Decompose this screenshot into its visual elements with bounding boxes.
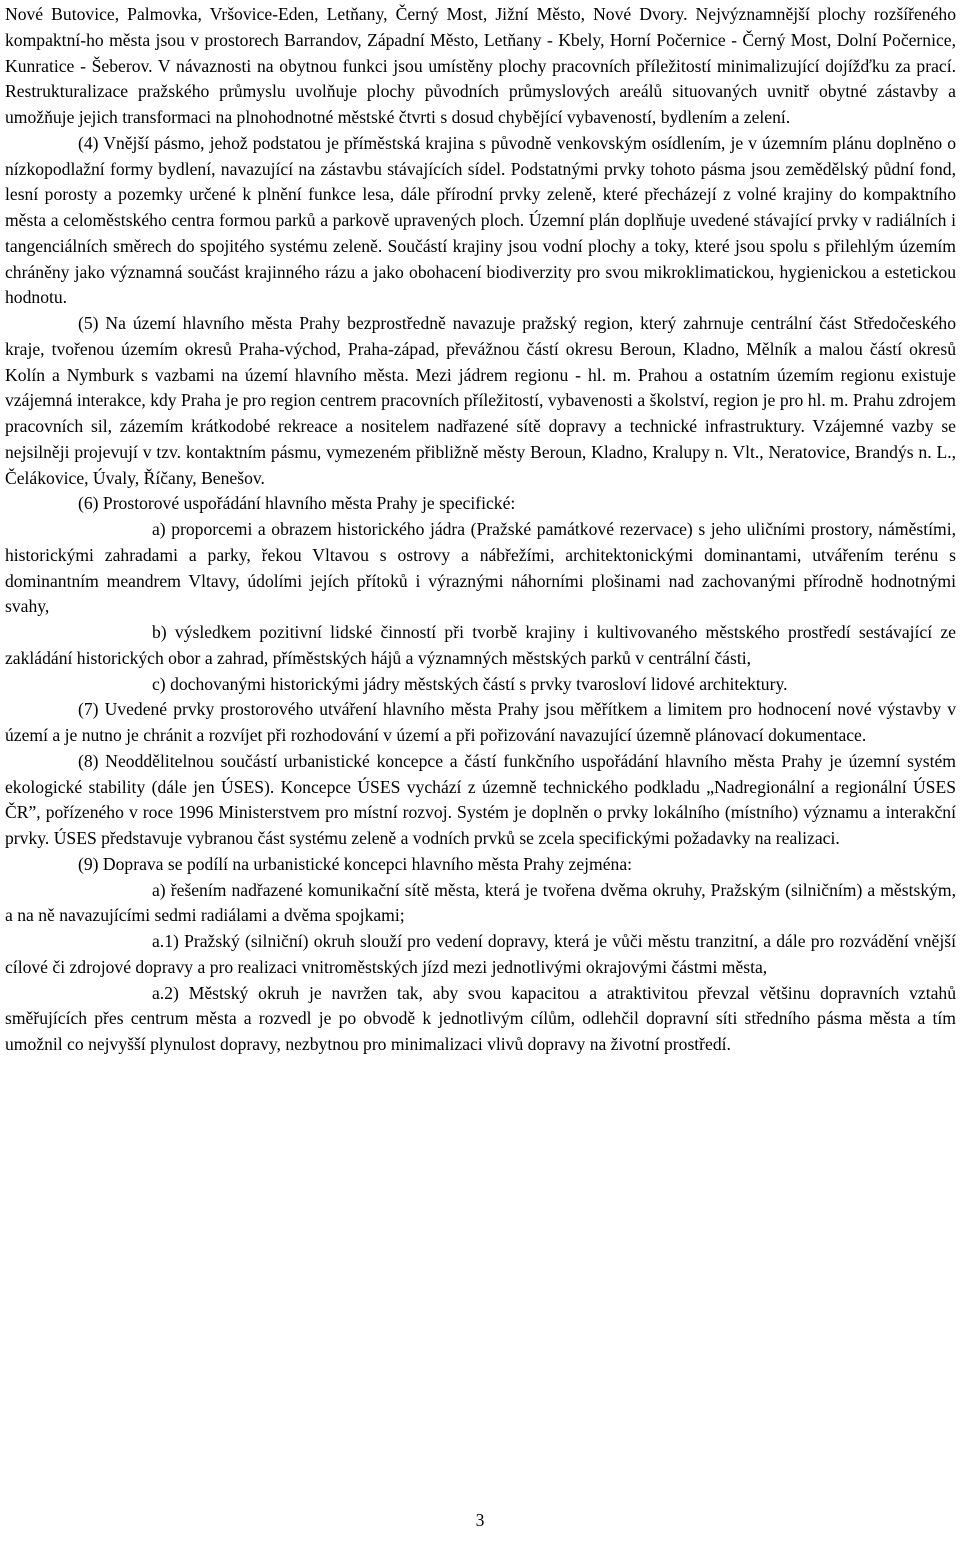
paragraph-4: (4) Vnější pásmo, jehož podstatou je příměstská krajina s původně venkovským osídlením, je v územním plánu doplněno o nízkopodlažní formy bydlení, navazující na zástavbu stávajících sídel. Podstatnými prvky tohoto pásma jsou zemědělský půdní fond, lesní porosty a pozemky určené k plnění funkce lesa, dále přírodní prvky zeleně, které přecházejí z volné krajiny do kompaktního města a celoměstského centra formou parků a parkově upravených ploch. Územní plán doplňuje uvedené stávající prvky v radiálních i tangenciálních směrech do spojitého systému zeleně. Součástí krajiny jsou vodní plochy a toky, které jsou spolu s přilehlým územím chráněny jako významná součást krajinného rázu a jako obohacení biodiverzity pro svou mikroklimatickou, hygienickou a estetickou hodnotu. — [5, 132, 956, 308]
paragraph-8: (8) Neoddělitelnou součástí urbanistické koncepce a částí funkčního uspořádání hlavního města Prahy je územní systém ekologické stability (dále jen ÚSES). Koncepce ÚSES vychází z územně technického podkladu „Nadregionální a regionální ÚSES ČR”, pořízeného v roce 1996 Ministerstvem pro místní rozvoj. Systém je doplněn o prvky lokálního (místního) významu a interakční prvky. ÚSES představuje vybranou část systému zeleně a vodních prvků se zcela specifickými požadavky na realizaci. — [5, 750, 956, 848]
paragraph-9a1: a.1) Pražský (silniční) okruh slouží pro vedení dopravy, která je vůči městu tranzitní, a dále pro rozvádění vnější cílové či zdrojové dopravy a pro realizaci vnitroměstských jízd mezi jednotlivými okrajovými částmi města, — [5, 931, 956, 977]
paragraph-9: (9) Doprava se podílí na urbanistické koncepci hlavního města Prahy zejména: — [78, 853, 633, 874]
paragraph-6: (6) Prostorové uspořádání hlavního města Prahy je specifické: — [78, 493, 516, 514]
paragraph-6b: b) výsledkem pozitivní lidské činností při tvorbě krajiny i kultivovaného městského prostředí sestávající ze zakládání historických obor a zahrad, příměstských hájů a významných městských parků v centrální části, — [5, 622, 956, 668]
paragraph-9a2: a.2) Městský okruh je navržen tak, aby svou kapacitou a atraktivitou převzal většinu dopravních vztahů směřujících přes centrum města a rozvedl je po obvodě k jednotlivým cílům, odlehčil dopravní síti středního pásma města a tím umožnil co nejvyšší plynulost dopravy, nezbytnou pro minimalizaci vlivů dopravy na životní prostředí. — [5, 982, 956, 1054]
document-page — [5, 2, 956, 1058]
paragraph-7: (7) Uvedené prvky prostorového utváření hlavního města Prahy jsou měřítkem a limitem pro hodnocení nové výstavby v území a je nutno je chránit a rozvíjet při rozhodování v území a při pořizování navazující územně plánovací dokumentace. — [5, 699, 956, 745]
paragraph-9a: a) řešením nadřazené komunikační sítě města, která je tvořena dvěma okruhy, Pražským (silničním) a městským, a na ně navazujícími sedmi radiálami a dvěma spojkami; — [5, 879, 956, 926]
paragraph-6c: c) dochovanými historickými jádry městských částí s prvky tvarosloví lidové architektury. — [152, 673, 788, 694]
paragraph-5: (5) Na území hlavního města Prahy bezprostředně navazuje pražský region, který zahrnuje centrální část Středočeského kraje, tvořenou územím okresů Praha-východ, Praha-západ, převážnou částí okresu Beroun, Kladno, Mělník a malou částí okresů Kolín a Nymburk s vazbami na území hlavního města. Mezi jádrem regionu - hl. m. Prahou a ostatním územím regionu existuje vzájemná interakce, kdy Praha je pro region centrem pracovních příležitostí, vybavenosti a školství, region je pro hl. m. Prahu zdrojem pracovních sil, zázemím krátkodobé rekreace a nositelem nadřazené sítě dopravy a technické infrastruktury. Vzájemné vazby se nejsilněji projevují v tzv. kontaktním pásmu, vymezeném přibližně městy Beroun, Kladno, Kralupy n. Vlt., Neratovice, Brandýs n. L., Čelákovice, Úvaly, Říčany, Benešov. — [5, 313, 956, 488]
paragraph-6a: a) proporcemi a obrazem historického jádra (Pražské památkové rezervace) s jeho uličními prostory, náměstími, historickými zahradami a parky, řekou Vltavou s ostrovy a nábřežími, architektonickými dominantami, utvářením terénu s dominantním meandrem Vltavy, údolími jejích přítoků i výraznými náhorními plošinami nad zachovanými přírodně hodnotnými svahy, — [5, 519, 956, 617]
page-number: 3 — [475, 1510, 485, 1530]
paragraph-continuation: Nové Butovice, Palmovka, Vršovice-Eden, Letňany, Černý Most, Jižní Město, Nové Dvory. Nejvýznamnější plochy rozšířeného kompaktní-ho města jsou v prostorech Barrandov, Západní Město, Letňany - Kbely, Horní Počernice - Černý Most, Dolní Počernice, Kunratice - Šeberov. V návaznosti na obytnou funkci jsou umístěny plochy pracovních příležitostí minimalizující dojížďku za prací. Restrukturalizace pražského průmyslu uvolňuje plochy původních průmyslových areálů situovaných uvnitř obytné zástavby a umožňuje jejich transformaci na plnohodnotné městské čtvrti s dosud chybějící vybaveností, bydlením a zelení. — [5, 4, 956, 127]
